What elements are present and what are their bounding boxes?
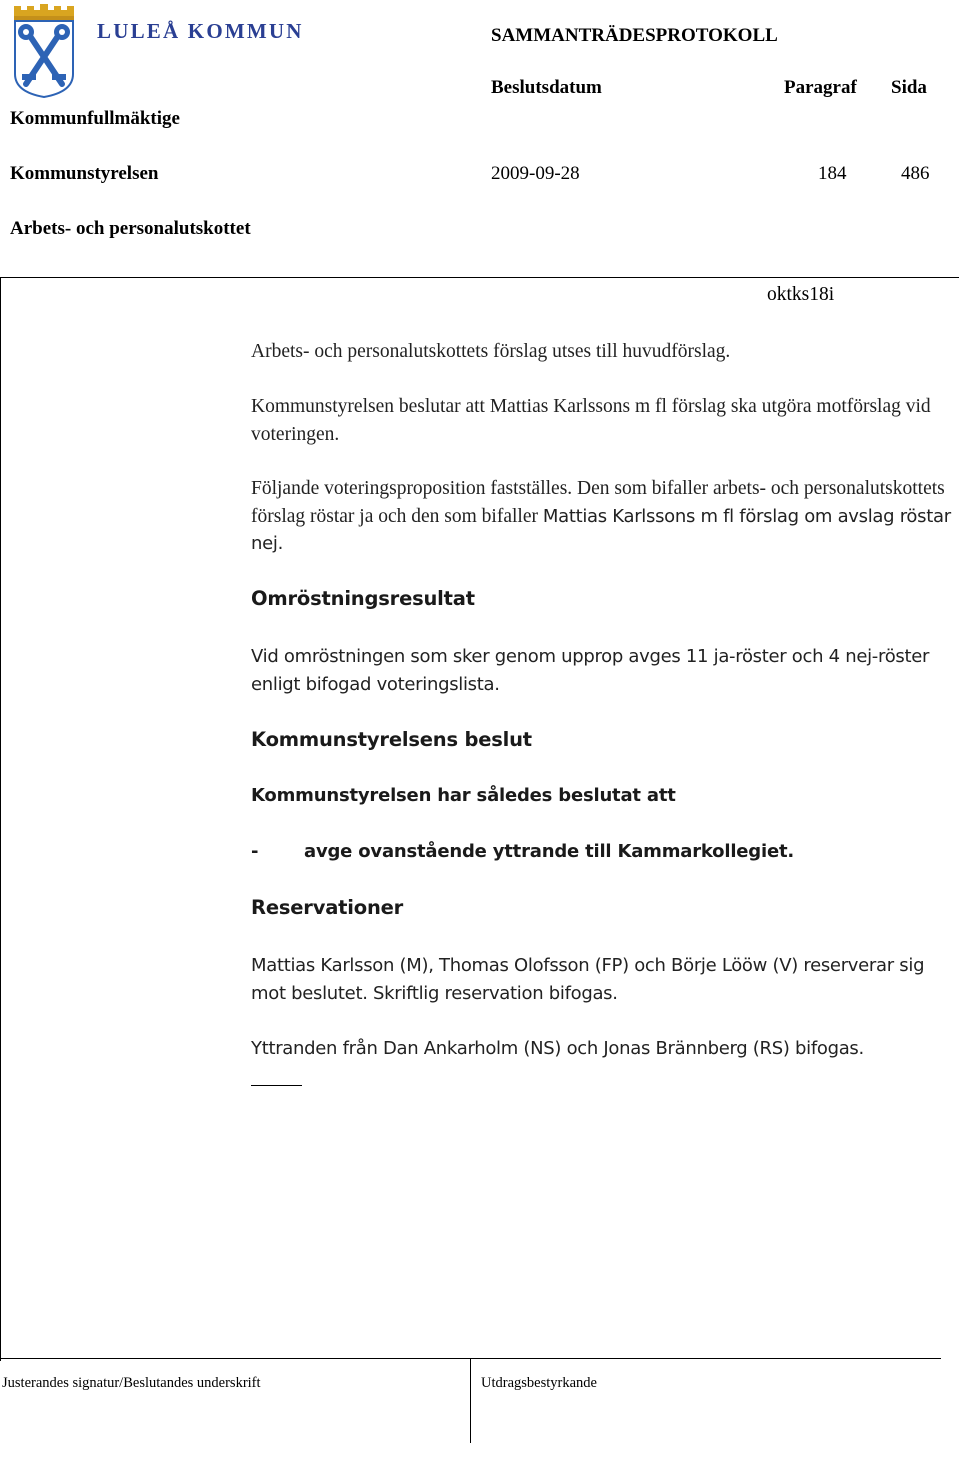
- committee-title: Arbets- och personalutskottet: [10, 218, 251, 239]
- paragraph-statements: Yttranden från Dan Ankarholm (NS) och Jonas Brännberg (RS) bifogas.: [251, 1038, 864, 1059]
- paragraph-counter-proposal: Kommunstyrelsen beslutar att Mattias Karlssons m fl förslag ska utgöra motförslag vid voteringen.: [251, 396, 931, 445]
- signature-label: Justerandes signatur/Beslutandes underskrift: [2, 1375, 261, 1391]
- heading-reservations: Reservationer: [251, 896, 404, 919]
- decision-dash: -: [251, 841, 259, 862]
- col-beslutsdatum: Beslutsdatum: [491, 77, 602, 98]
- heading-decision: Kommunstyrelsens beslut: [251, 728, 532, 751]
- decision-date: 2009-09-28: [491, 163, 580, 184]
- organ-title: Kommunfullmäktige: [10, 108, 180, 129]
- reference-code: oktks18i: [767, 284, 835, 305]
- certified-label: Utdragsbestyrkande: [481, 1375, 597, 1391]
- document-type: SAMMANTRÄDESPROTOKOLL: [491, 25, 778, 46]
- col-sida: Sida: [891, 77, 927, 98]
- paragraph-number: 184: [818, 163, 847, 184]
- voting-proposition-text: Den som bifaller arbets- och personalutskottets förslag röstar ja och den som bifaller: [251, 478, 945, 527]
- paragraph-voting-result: Vid omröstningen som sker genom upprop avges 11 ja-röster och 4 nej-röster enligt bifogad voteringslista.: [251, 646, 930, 695]
- paragraph-voting-proposition: [251, 475, 960, 558]
- voting-proposition-lead: Följande voteringsproposition fastställes.: [251, 478, 573, 499]
- board-title: Kommunstyrelsen: [10, 163, 159, 184]
- footer-divider: [470, 1358, 471, 1443]
- col-paragraf: Paragraf: [784, 77, 857, 98]
- frame-top-border: [0, 277, 959, 278]
- heading-voting-result: Omröstningsresultat: [251, 587, 475, 610]
- decision-item: avge ovanstående yttrande till Kammarkollegiet.: [304, 841, 795, 862]
- coat-of-arms-icon: [12, 4, 76, 98]
- footnote-separator: [251, 1085, 302, 1086]
- page-number: 486: [901, 163, 930, 184]
- decision-intro: Kommunstyrelsen har således beslutat att: [251, 785, 676, 806]
- frame-left-border: [0, 277, 1, 1361]
- paragraph-reservations: Mattias Karlsson (M), Thomas Olofsson (FP) och Börje Lööw (V) reserverar sig mot beslutet. Skriftlig reservation bifogas.: [251, 955, 925, 1004]
- voting-proposition-tail: Mattias Karlssons m fl förslag om avslag röstar nej.: [251, 505, 951, 554]
- paragraph-main-proposal: Arbets- och personalutskottets förslag utses till huvudförslag.: [251, 341, 731, 362]
- brand-name: LULEÅ KOMMUN: [97, 19, 304, 43]
